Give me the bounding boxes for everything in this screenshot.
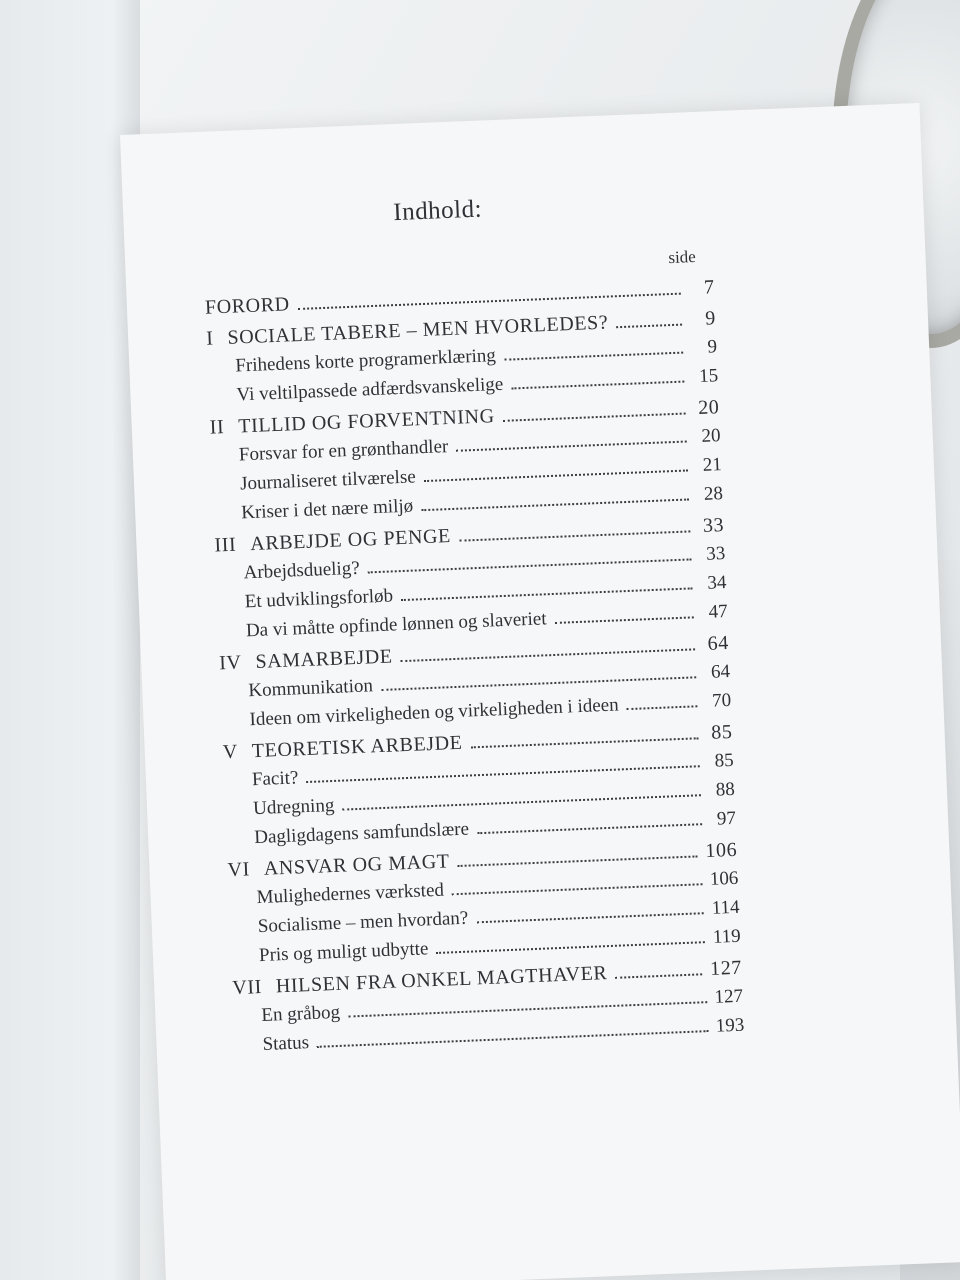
entry-title: ARBEJDE OG PENGE: [249, 525, 452, 556]
page-number: 7: [703, 276, 716, 299]
page-number: 97: [716, 807, 737, 830]
dot-leader: [615, 972, 702, 978]
page-number: 114: [711, 896, 740, 919]
entry-title: Kriser i det nære miljø: [240, 495, 414, 524]
entry-title: Frihedens korte programerklæring: [234, 345, 497, 377]
dot-leader: [459, 529, 690, 541]
dot-leader: [368, 557, 692, 573]
dot-leader: [424, 468, 688, 482]
page-number: 64: [707, 631, 730, 655]
dot-leader: [477, 822, 702, 834]
chapter-number: III: [214, 533, 237, 557]
dot-leader: [504, 351, 683, 361]
entry-title: SAMARBEJDE: [255, 645, 394, 673]
entry-title: TEORETISK ARBEJDE: [251, 731, 463, 763]
page-number: 127: [709, 956, 743, 980]
dot-leader: [452, 882, 702, 895]
dot-leader: [317, 1029, 708, 1048]
dot-leader: [298, 292, 681, 310]
page-number: 106: [704, 838, 738, 863]
dot-leader: [436, 940, 705, 954]
entry-title: Ideen om virkeligheden og virkeligheden i ideen: [249, 694, 620, 731]
entry-title: Et udviklingsforløb: [244, 585, 394, 613]
entry-title: Udregning: [252, 794, 335, 820]
entry-title: En gråbog: [261, 1001, 341, 1027]
entry-title: Status: [262, 1032, 310, 1056]
chapter-number: IV: [218, 651, 243, 675]
dot-leader: [627, 704, 698, 710]
entry-title: ANSVAR OG MAGT: [263, 850, 451, 880]
page-number: 85: [714, 749, 735, 772]
page-number: 20: [701, 425, 721, 447]
left-page: [0, 0, 140, 1280]
dot-leader: [342, 793, 701, 810]
page-number: 85: [710, 720, 733, 744]
page-number: 47: [708, 601, 729, 623]
chapter-number: VI: [227, 858, 251, 882]
dot-leader: [401, 647, 695, 662]
page-number: 28: [703, 483, 724, 505]
entry-title: SOCIALE TABERE – MEN HVORLEDES?: [227, 311, 609, 349]
entry-title: Arbejdsduelig?: [243, 557, 361, 584]
chapter-number: I: [205, 327, 214, 350]
entry-title: Mulighedernes værksted: [256, 879, 445, 909]
page-number: 33: [702, 514, 725, 537]
entry-title: FORORD: [204, 293, 291, 319]
entry-title: Facit?: [251, 767, 299, 791]
chapter-number: VII: [231, 976, 263, 1000]
entry-title: Socialisme – men hvordan?: [257, 907, 469, 938]
entry-title: Pris og muligt udbytte: [258, 938, 429, 967]
dot-leader: [401, 586, 693, 601]
entry-title: TILLID OG FORVENTNING: [237, 405, 496, 438]
dot-leader: [555, 615, 694, 624]
dot-leader: [511, 380, 684, 390]
dot-leader: [421, 497, 689, 511]
entry-title: Journaliseret tilværelse: [239, 466, 417, 495]
dot-leader: [616, 323, 682, 329]
dot-leader: [503, 412, 686, 422]
dot-leader: [306, 764, 699, 783]
entry-title: Dagligdagens samfundslære: [253, 818, 470, 849]
chapter-number: V: [222, 740, 239, 764]
dot-leader: [348, 1000, 707, 1017]
entry-title: HILSEN FRA ONKEL MAGTHAVER: [275, 962, 608, 998]
page-number: 9: [707, 336, 718, 358]
page-number: 9: [704, 307, 717, 330]
page-number: 33: [705, 543, 726, 565]
toc-title: Indhold:: [392, 195, 483, 227]
entry-title: Kommunikation: [247, 675, 374, 702]
dot-leader: [471, 736, 699, 748]
page-column-label: side: [667, 247, 697, 268]
page-number: 20: [697, 396, 720, 420]
page-number: 106: [709, 867, 739, 890]
dot-leader: [476, 911, 704, 923]
dot-leader: [456, 440, 686, 452]
page-number: 64: [710, 660, 731, 683]
dot-leader: [458, 854, 698, 867]
page-number: 127: [714, 985, 744, 1008]
chapter-number: II: [209, 416, 225, 439]
dot-leader: [381, 675, 696, 691]
page-number: 34: [707, 572, 727, 594]
entry-title: Da vi måtte opfinde lønnen og slaveriet: [245, 608, 547, 642]
page-number: 70: [711, 689, 732, 712]
page-number: 21: [702, 454, 723, 476]
entry-title: Vi veltilpassede adfærdsvanskelige: [236, 373, 504, 406]
entry-title: Forsvar for en grønthandler: [238, 436, 449, 466]
toc-list: [205, 276, 745, 1064]
toc-page: [120, 103, 960, 1280]
page-number: 119: [712, 925, 742, 948]
page-number: 193: [715, 1014, 745, 1037]
page-number: 88: [715, 778, 736, 801]
page-number: 15: [698, 365, 719, 387]
